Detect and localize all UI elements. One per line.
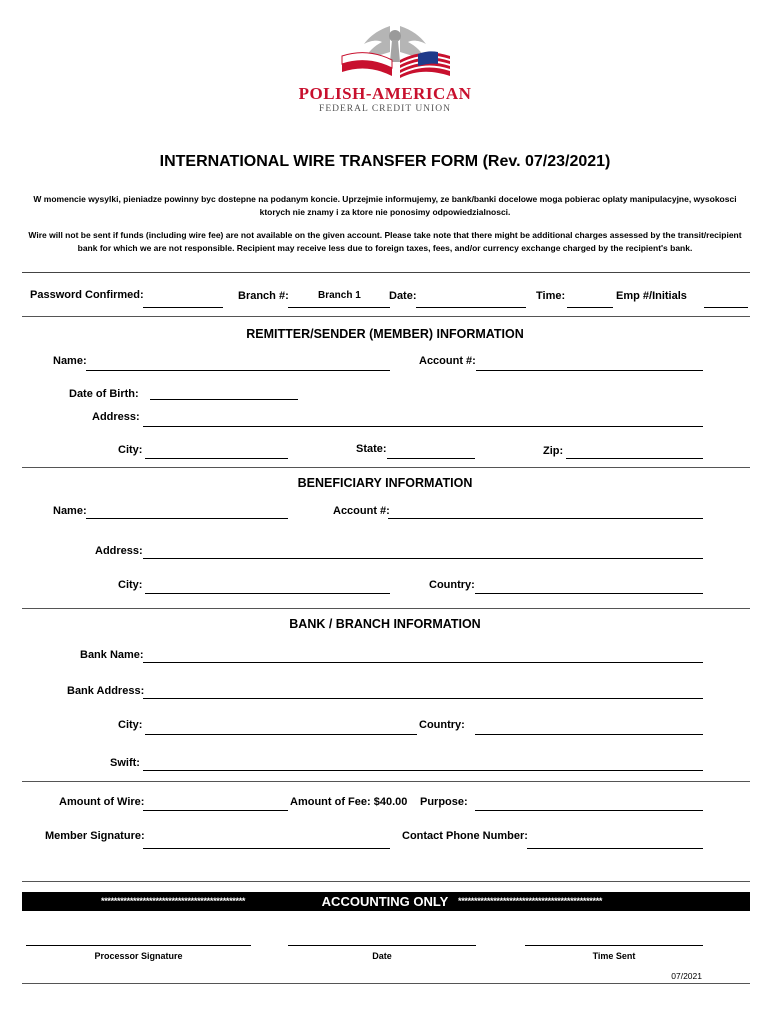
remitter-city-label: City: bbox=[118, 444, 143, 456]
password-confirmed-label: Password Confirmed: bbox=[30, 289, 144, 301]
divider bbox=[22, 316, 750, 317]
time-field[interactable] bbox=[567, 307, 613, 308]
date-field[interactable] bbox=[416, 307, 526, 308]
divider bbox=[22, 272, 750, 273]
bank-swift-label: Swift: bbox=[110, 757, 140, 769]
beneficiary-country-label: Country: bbox=[429, 579, 475, 591]
accounting-date-field[interactable] bbox=[288, 945, 476, 946]
time-label: Time: bbox=[536, 290, 566, 302]
divider bbox=[22, 608, 750, 609]
accounting-title: ACCOUNTING ONLY bbox=[321, 894, 449, 909]
beneficiary-address-label: Address: bbox=[95, 545, 143, 557]
amount-of-fee-label: Amount of Fee: $40.00 bbox=[290, 796, 408, 808]
beneficiary-name-label: Name: bbox=[53, 505, 87, 517]
remitter-state-field[interactable] bbox=[387, 458, 475, 459]
emp-initials-field[interactable] bbox=[704, 307, 748, 308]
credit-union-logo bbox=[290, 22, 480, 122]
remitter-name-label: Name: bbox=[53, 355, 87, 367]
date-label: Date: bbox=[389, 290, 417, 302]
bank-name-field[interactable] bbox=[143, 662, 703, 663]
bank-heading: BANK / BRANCH INFORMATION bbox=[289, 617, 481, 631]
bank-address-field[interactable] bbox=[143, 698, 703, 699]
remitter-name-field[interactable] bbox=[86, 370, 390, 371]
beneficiary-account-field[interactable] bbox=[388, 518, 703, 519]
time-sent-label: Time Sent bbox=[592, 951, 636, 961]
remitter-account-field[interactable] bbox=[476, 370, 703, 371]
processor-signature-field[interactable] bbox=[26, 945, 251, 946]
beneficiary-country-field[interactable] bbox=[475, 593, 703, 594]
bank-country-label: Country: bbox=[419, 719, 465, 731]
branch-value[interactable]: Branch 1 bbox=[318, 290, 361, 301]
beneficiary-address-field[interactable] bbox=[143, 558, 703, 559]
logo-subtitle: FEDERAL CREDIT UNION bbox=[319, 104, 451, 114]
beneficiary-name-field[interactable] bbox=[86, 518, 288, 519]
remitter-zip-field[interactable] bbox=[566, 458, 703, 459]
remitter-city-field[interactable] bbox=[145, 458, 288, 459]
beneficiary-city-label: City: bbox=[118, 579, 143, 591]
accounting-divider-top bbox=[22, 881, 750, 882]
accounting-stars-left: ********************************************* bbox=[101, 896, 246, 906]
branch-label: Branch #: bbox=[238, 290, 289, 302]
bank-name-label: Bank Name: bbox=[80, 649, 144, 661]
logo-name: POLISH-AMERICAN bbox=[298, 84, 472, 103]
purpose-field[interactable] bbox=[475, 810, 703, 811]
contact-phone-label: Contact Phone Number: bbox=[402, 830, 528, 842]
beneficiary-account-label: Account #: bbox=[333, 505, 390, 517]
branch-field[interactable] bbox=[288, 307, 390, 308]
password-confirmed-field[interactable] bbox=[143, 307, 223, 308]
member-signature-field[interactable] bbox=[143, 848, 390, 849]
accounting-date-label: Date bbox=[372, 951, 392, 961]
emp-initials-label: Emp #/Initials bbox=[616, 290, 687, 302]
eagle-flag-emblem-icon bbox=[320, 22, 470, 84]
beneficiary-heading: BENEFICIARY INFORMATION bbox=[297, 476, 473, 490]
remitter-address-field[interactable] bbox=[143, 426, 703, 427]
time-sent-field[interactable] bbox=[525, 945, 703, 946]
bank-city-field[interactable] bbox=[145, 734, 417, 735]
remitter-address-label: Address: bbox=[92, 411, 140, 423]
bank-address-label: Bank Address: bbox=[67, 685, 145, 697]
divider bbox=[22, 781, 750, 782]
beneficiary-city-field[interactable] bbox=[145, 593, 390, 594]
accounting-stars-right: ********************************************* bbox=[458, 896, 603, 906]
remitter-zip-label: Zip: bbox=[543, 445, 564, 457]
remitter-dob-field[interactable] bbox=[150, 399, 298, 400]
remitter-state-label: State: bbox=[356, 443, 387, 455]
remitter-heading: REMITTER/SENDER (MEMBER) INFORMATION bbox=[246, 327, 524, 341]
bank-city-label: City: bbox=[118, 719, 143, 731]
polish-notice: W momencie wysylki, pieniadze powinny byc dostepne na podanym koncie. Uprzejmie informujemy, ze bank/banki docelowe moga pobierac oplaty manipulacyjne, wysokosci ktorych nie znamy i za ktore nie ponosimy odpowiedzialnosci. bbox=[33, 194, 737, 217]
footer-divider bbox=[22, 983, 750, 984]
form-title: INTERNATIONAL WIRE TRANSFER FORM (Rev. 07/23/2021) bbox=[159, 153, 611, 170]
remitter-dob-label: Date of Birth: bbox=[69, 388, 139, 400]
bank-country-field[interactable] bbox=[475, 734, 703, 735]
member-signature-label: Member Signature: bbox=[45, 830, 145, 842]
divider bbox=[22, 467, 750, 468]
bank-swift-field[interactable] bbox=[143, 770, 703, 771]
processor-signature-label: Processor Signature bbox=[94, 951, 183, 961]
purpose-label: Purpose: bbox=[420, 796, 468, 808]
footer-code: 07/2021 bbox=[671, 971, 702, 981]
amount-of-wire-label: Amount of Wire: bbox=[59, 796, 145, 808]
english-notice: Wire will not be sent if funds (including wire fee) are not available on the given account. Please take note that there might be additional charges assessed by the transit/recipient bank for which we are not responsible. Recipient may receive less due to foreign taxes, fees, and/or currency exchange charged by the recipient's bank. bbox=[28, 230, 742, 253]
contact-phone-field[interactable] bbox=[527, 848, 703, 849]
remitter-account-label: Account #: bbox=[419, 355, 476, 367]
amount-of-wire-field[interactable] bbox=[143, 810, 288, 811]
